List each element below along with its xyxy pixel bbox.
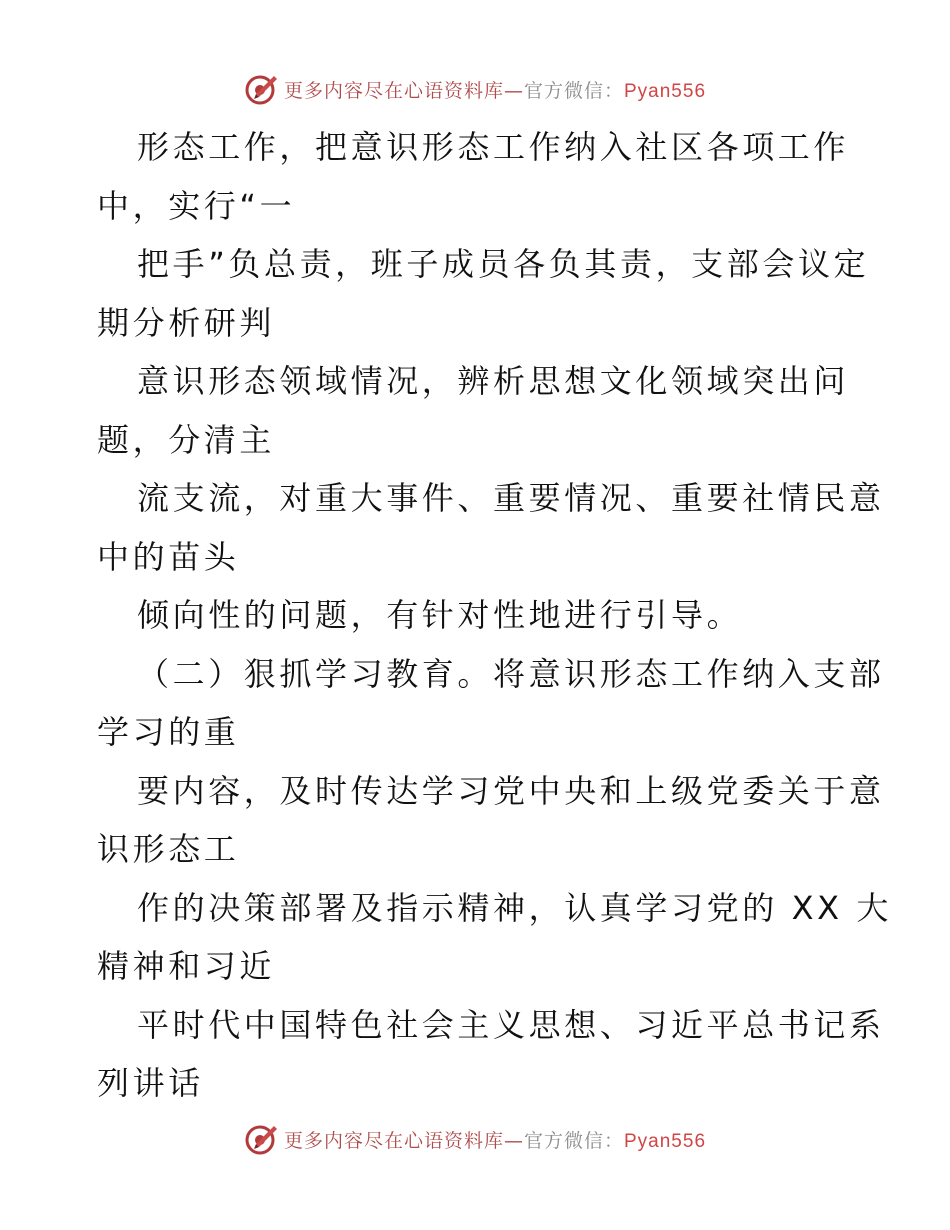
text-line: 学习的重 bbox=[97, 713, 240, 751]
text-line: 要内容，及时传达学习党中央和上级党委关于意 bbox=[137, 771, 885, 810]
watermark-site-name: 更多内容尽在心语资料库 bbox=[283, 79, 504, 102]
text-line: 作的决策部署及指示精神，认真学习党的 XX 大 bbox=[137, 888, 892, 927]
watermark-wechat-id: Pyan556 bbox=[624, 1130, 707, 1152]
text-line: 精神和习近 bbox=[97, 947, 276, 985]
watermark-wechat-label: 官方微信： bbox=[523, 79, 624, 102]
text-line: 倾向性的问题，有针对性地进行引导。 bbox=[137, 596, 743, 634]
header-watermark bbox=[0, 72, 950, 106]
text-line: 意识形态领域情况，辨析思想文化领域突出问 bbox=[137, 362, 850, 400]
text-line: 中，实行“一 bbox=[97, 186, 296, 225]
footer-watermark bbox=[0, 1122, 950, 1156]
document-body bbox=[97, 118, 892, 1113]
text-line: 题，分清主 bbox=[97, 420, 276, 459]
pen-logo-icon bbox=[244, 72, 278, 106]
text-line: 流支流，对重大事件、重要情况、重要社情民意 bbox=[137, 479, 885, 517]
watermark-wechat-label: 官方微信： bbox=[523, 1129, 624, 1152]
pen-logo-icon bbox=[244, 1122, 278, 1156]
watermark-site-name: 更多内容尽在心语资料库 bbox=[283, 1129, 504, 1152]
watermark-wechat-id: Pyan556 bbox=[624, 80, 707, 102]
watermark-dash: — bbox=[503, 79, 524, 102]
watermark-dash: — bbox=[503, 1129, 524, 1152]
text-line: 平时代中国特色社会主义思想、习近平总书记系 bbox=[137, 1005, 885, 1044]
text-line: （二）狠抓学习教育。将意识形态工作纳入支部 bbox=[137, 654, 885, 693]
text-line: 形态工作，把意识形态工作纳入社区各项工作 bbox=[137, 128, 850, 166]
watermark-text bbox=[284, 76, 706, 103]
text-line: 期分析研判 bbox=[97, 303, 276, 342]
text-line: 列讲话 bbox=[97, 1064, 204, 1102]
text-line: 识形态工 bbox=[97, 830, 240, 868]
watermark-text bbox=[284, 1126, 706, 1153]
text-line: 中的苗头 bbox=[97, 537, 240, 576]
text-line: 把手”负总责，班子成员各负其责，支部会议定 bbox=[137, 245, 870, 283]
